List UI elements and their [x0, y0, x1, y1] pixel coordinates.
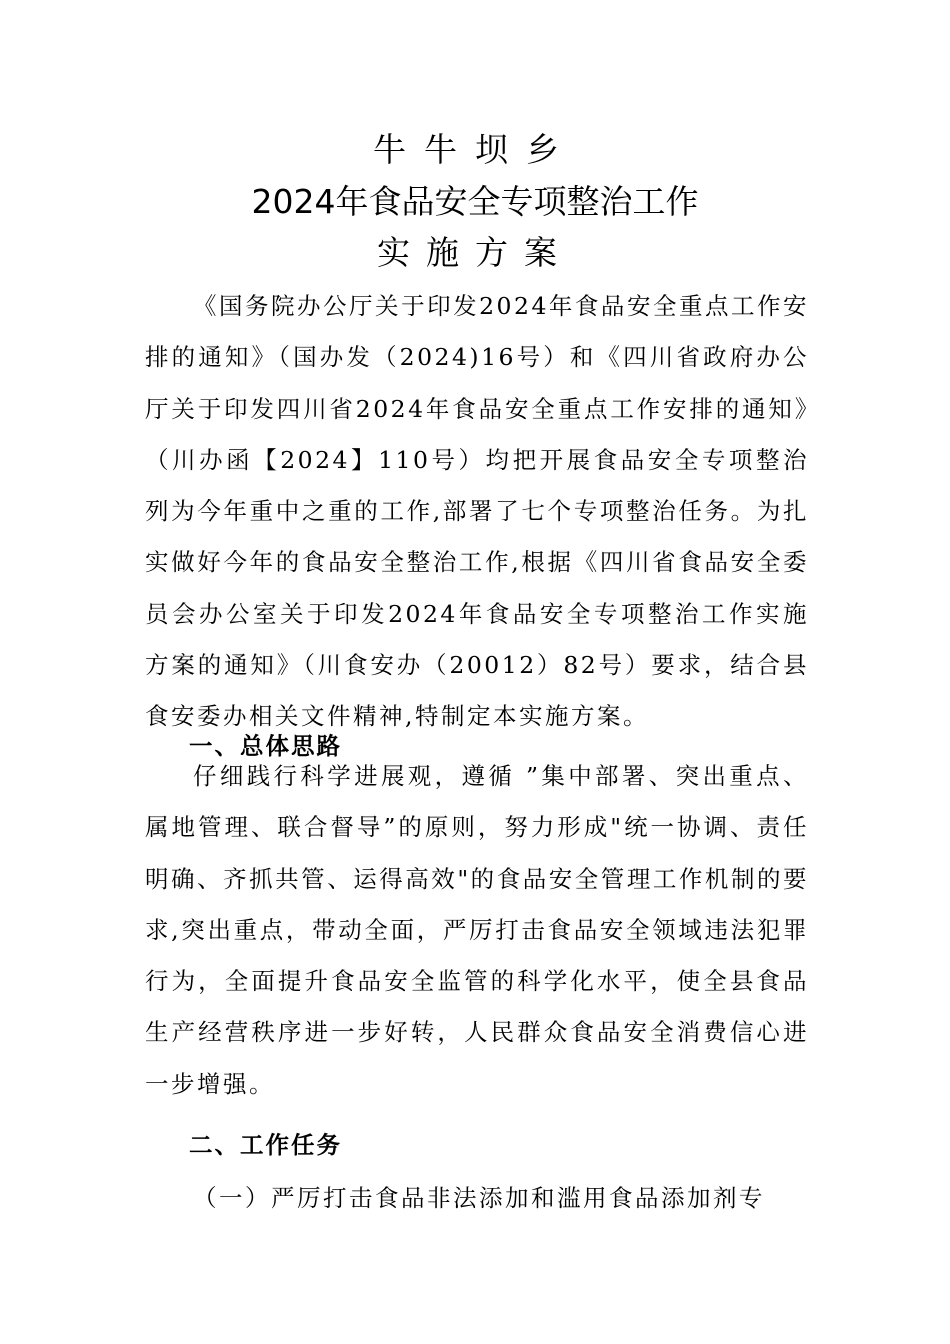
intro-paragraph: 《国务院办公厅关于印发2024年食品安全重点工作安排的通知》（国办发（2024)16号）和《四川省政府办公厅关于印发四川省2024年食品安全重点工作安排的通知》（川办函【2024】110号）均把开展食品安全专项整治列为今年重中之重的工作,部署了七个专项整治任务。为扎实做好今年的食品安全整治工作,根据《四川省食品安全委员会办公室关于印发2024年食品安全专项整治工作实施方案的通知》（川食安办（20012）82号）要求，结合县食安委办相关文件精神,特制定本实施方案。 — [145, 292, 809, 731]
overall-approach-paragraph: 仔细践行科学进展观，遵循 ”集中部署、突出重点、属地管理、联合督导”的原则，努力形成"统一协调、责任明确、齐抓共管、运得高效"的食品安全管理工作机制的要求,突出重点，带动全面，严厉打击食品安全领域违法犯罪行为，全面提升食品安全监管的科学化水平，使全县食品生产经营秩序进一步好转，人民群众食品安全消费信心进一步增强。 — [145, 762, 809, 1098]
subsection-1-text: （一）严厉打击食品非法添加和滥用食品添加剂专 — [193, 1184, 765, 1212]
title-main: 2024年食品安全专项整治工作 — [251, 182, 699, 221]
title-township: 牛牛坝乡 — [373, 130, 577, 169]
section-heading-tasks: 二、工作任务 — [189, 1131, 342, 1159]
section-heading-overall-approach: 一、总体思路 — [189, 732, 342, 760]
title-plan: 实施方案 — [377, 233, 573, 272]
